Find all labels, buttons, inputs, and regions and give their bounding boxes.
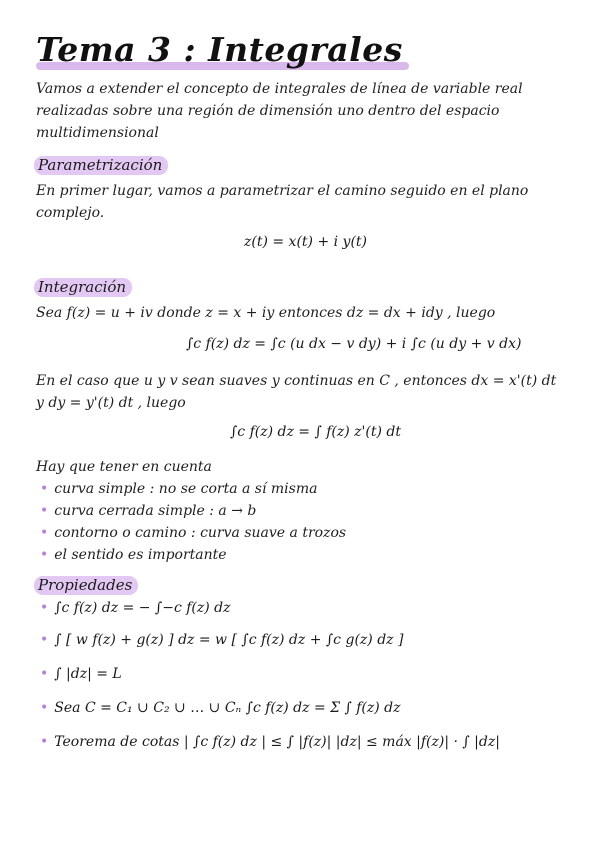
parametrizacion-formula: z(t) = x(t) + i y(t) (244, 234, 368, 250)
section-heading-integracion: Integración (34, 278, 132, 297)
list-item: • curva simple : no se corta a sí misma (40, 481, 318, 497)
section-heading-propiedades: Propiedades (34, 576, 138, 595)
bullet-dot-icon: • (40, 700, 49, 716)
list-item: • contorno o camino : curva suave a trozos (40, 525, 347, 541)
page-title: Tema 3 : Integrales (36, 30, 403, 69)
title-block (36, 30, 403, 69)
bullet-dot-icon: • (40, 666, 49, 682)
property-item: • Teorema de cotas | ∫c f(z) dz | ≤ ∫ |f(z)| |dz| ≤ máx |f(z)| · ∫ |dz| (40, 734, 500, 750)
integracion-line1: Sea f(z) = u + iv donde z = x + iy entonces dz = dx + idy , luego (36, 305, 496, 321)
section-heading-parametrizacion: Parametrización (34, 156, 168, 175)
intro-paragraph: Vamos a extender el concepto de integrales de línea de variable real realizadas sobre una región de dimensión uno dentro del espacio multidimensional (36, 81, 523, 141)
property-item: • Sea C = C₁ ∪ C₂ ∪ … ∪ Cₙ ∫c f(z) dz = Σ ∫ f(z) dz (40, 700, 401, 716)
property-item: • ∫ |dz| = L (40, 666, 122, 682)
integracion-bullet-list (40, 478, 346, 566)
integracion-formula2: ∫c f(z) dz = ∫ f(z) z'(t) dt (230, 424, 401, 440)
property-item: • ∫ [ w f(z) + g(z) ] dz = w [ ∫c f(z) dz + ∫c g(z) dz ] (40, 632, 404, 648)
bullet-dot-icon: • (40, 481, 49, 497)
parametrizacion-text: En primer lugar, vamos a parametrizar el camino seguido en el plano complejo. (36, 183, 529, 221)
list-item: • el sentido es importante (40, 547, 227, 563)
property-item: • ∫c f(z) dz = − ∫−c f(z) dz (40, 600, 231, 616)
bullet-dot-icon: • (40, 525, 49, 541)
integracion-formula1: ∫c f(z) dz = ∫c (u dx − v dy) + i ∫c (u dy + v dx) (186, 336, 522, 352)
bullet-dot-icon: • (40, 503, 49, 519)
integracion-note: Hay que tener en cuenta (36, 459, 212, 475)
bullet-dot-icon: • (40, 547, 49, 563)
list-item: • curva cerrada simple : a → b (40, 503, 257, 519)
bullet-dot-icon: • (40, 600, 49, 616)
integracion-text2: En el caso que u y v sean suaves y continuas en C , entonces dx = x'(t) dt y dy = y'(t) dt , luego (36, 373, 557, 411)
bullet-dot-icon: • (40, 734, 49, 750)
bullet-dot-icon: • (40, 632, 49, 648)
